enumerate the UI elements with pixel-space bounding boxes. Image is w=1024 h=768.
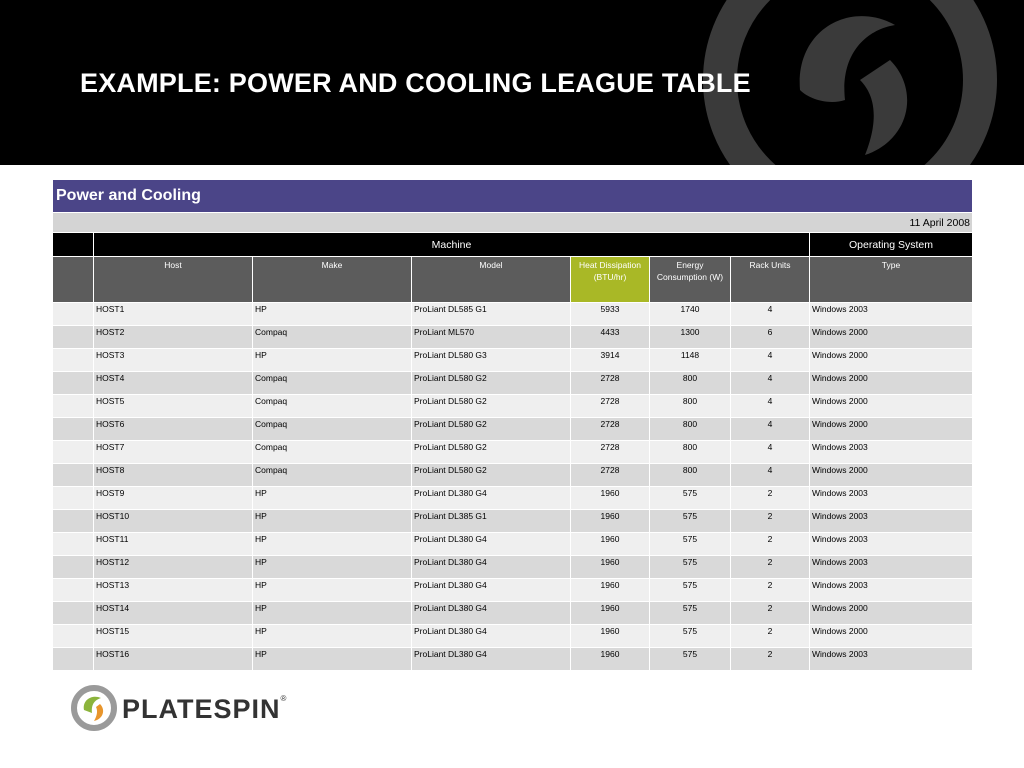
row-blank-cell — [53, 579, 94, 602]
cell-host: HOST5 — [94, 395, 253, 418]
cell-energy: 800 — [650, 441, 731, 464]
cell-model: ProLiant DL585 G1 — [412, 303, 571, 326]
table-row — [53, 648, 973, 671]
cell-type: Windows 2003 — [810, 303, 973, 326]
table-row — [53, 349, 973, 372]
row-blank-cell — [53, 556, 94, 579]
cell-energy: 575 — [650, 533, 731, 556]
row-blank-cell — [53, 372, 94, 395]
table-row — [53, 579, 973, 602]
table-row — [53, 303, 973, 326]
column-header-model: Model — [412, 257, 571, 303]
cell-rack: 4 — [731, 349, 810, 372]
cell-rack: 4 — [731, 441, 810, 464]
cell-heat: 1960 — [571, 556, 650, 579]
cell-make: HP — [253, 648, 412, 671]
cell-rack: 4 — [731, 464, 810, 487]
table-title-row — [53, 180, 973, 213]
cell-rack: 2 — [731, 579, 810, 602]
cell-energy: 800 — [650, 418, 731, 441]
cell-rack: 2 — [731, 510, 810, 533]
cell-model: ProLiant DL380 G4 — [412, 487, 571, 510]
cell-heat: 4433 — [571, 326, 650, 349]
cell-rack: 2 — [731, 648, 810, 671]
column-header-rack: Rack Units — [731, 257, 810, 303]
cell-rack: 2 — [731, 487, 810, 510]
cell-rack: 4 — [731, 372, 810, 395]
cell-model: ProLiant DL580 G2 — [412, 372, 571, 395]
cell-host: HOST1 — [94, 303, 253, 326]
table-row — [53, 487, 973, 510]
cell-heat: 1960 — [571, 648, 650, 671]
cell-host: HOST2 — [94, 326, 253, 349]
column-header-row — [53, 257, 973, 303]
column-header-blank — [53, 257, 94, 303]
cell-rack: 2 — [731, 625, 810, 648]
cell-make: Compaq — [253, 326, 412, 349]
row-blank-cell — [53, 395, 94, 418]
group-header-row — [53, 233, 973, 257]
row-blank-cell — [53, 510, 94, 533]
logo-wordmark: PLATESPIN — [122, 694, 281, 724]
cell-model: ProLiant DL380 G4 — [412, 556, 571, 579]
cell-type: Windows 2000 — [810, 602, 973, 625]
cell-make: HP — [253, 510, 412, 533]
cell-rack: 2 — [731, 556, 810, 579]
table-row — [53, 510, 973, 533]
cell-type: Windows 2003 — [810, 579, 973, 602]
table-title: Power and Cooling — [53, 180, 973, 213]
cell-heat: 3914 — [571, 349, 650, 372]
cell-model: ProLiant DL380 G4 — [412, 579, 571, 602]
cell-energy: 575 — [650, 487, 731, 510]
cell-type: Windows 2003 — [810, 441, 973, 464]
cell-heat: 1960 — [571, 579, 650, 602]
cell-host: HOST15 — [94, 625, 253, 648]
cell-host: HOST12 — [94, 556, 253, 579]
cell-host: HOST10 — [94, 510, 253, 533]
table-row — [53, 625, 973, 648]
cell-energy: 575 — [650, 602, 731, 625]
cell-energy: 575 — [650, 579, 731, 602]
cell-type: Windows 2003 — [810, 648, 973, 671]
platespin-logo-text — [122, 694, 287, 725]
cell-make: HP — [253, 579, 412, 602]
cell-type: Windows 2000 — [810, 349, 973, 372]
cell-type: Windows 2000 — [810, 395, 973, 418]
cell-heat: 1960 — [571, 510, 650, 533]
table-row — [53, 372, 973, 395]
table-row — [53, 602, 973, 625]
cell-model: ProLiant DL580 G2 — [412, 395, 571, 418]
cell-type: Windows 2003 — [810, 510, 973, 533]
cell-model: ProLiant DL385 G1 — [412, 510, 571, 533]
table-row — [53, 464, 973, 487]
cell-make: Compaq — [253, 418, 412, 441]
row-blank-cell — [53, 487, 94, 510]
cell-host: HOST8 — [94, 464, 253, 487]
cell-model: ProLiant DL580 G2 — [412, 441, 571, 464]
cell-host: HOST6 — [94, 418, 253, 441]
group-header-os: Operating System — [810, 233, 973, 257]
cell-energy: 800 — [650, 464, 731, 487]
league-table-container — [52, 179, 972, 671]
column-header-type: Type — [810, 257, 973, 303]
cell-heat: 1960 — [571, 533, 650, 556]
cell-type: Windows 2000 — [810, 372, 973, 395]
logo-registered-mark: ® — [280, 694, 288, 703]
cell-host: HOST3 — [94, 349, 253, 372]
cell-rack: 4 — [731, 395, 810, 418]
cell-heat: 2728 — [571, 372, 650, 395]
cell-type: Windows 2003 — [810, 487, 973, 510]
cell-energy: 800 — [650, 372, 731, 395]
cell-model: ProLiant DL580 G3 — [412, 349, 571, 372]
cell-heat: 2728 — [571, 441, 650, 464]
group-header-blank — [53, 233, 94, 257]
cell-make: Compaq — [253, 464, 412, 487]
cell-energy: 1300 — [650, 326, 731, 349]
cell-host: HOST7 — [94, 441, 253, 464]
cell-model: ProLiant DL380 G4 — [412, 648, 571, 671]
table-row — [53, 418, 973, 441]
cell-rack: 2 — [731, 602, 810, 625]
cell-make: HP — [253, 349, 412, 372]
row-blank-cell — [53, 418, 94, 441]
cell-model: ProLiant DL580 G2 — [412, 418, 571, 441]
cell-type: Windows 2003 — [810, 533, 973, 556]
column-header-energy: Energy Consumption (W) — [650, 257, 731, 303]
cell-rack: 4 — [731, 303, 810, 326]
table-row — [53, 395, 973, 418]
cell-host: HOST4 — [94, 372, 253, 395]
cell-type: Windows 2000 — [810, 625, 973, 648]
cell-model: ProLiant DL380 G4 — [412, 625, 571, 648]
row-blank-cell — [53, 625, 94, 648]
row-blank-cell — [53, 441, 94, 464]
cell-heat: 2728 — [571, 464, 650, 487]
cell-energy: 575 — [650, 648, 731, 671]
cell-model: ProLiant DL380 G4 — [412, 533, 571, 556]
row-blank-cell — [53, 326, 94, 349]
row-blank-cell — [53, 602, 94, 625]
cell-host: HOST9 — [94, 487, 253, 510]
cell-rack: 4 — [731, 418, 810, 441]
cell-type: Windows 2000 — [810, 464, 973, 487]
cell-energy: 575 — [650, 510, 731, 533]
column-header-host: Host — [94, 257, 253, 303]
cell-rack: 6 — [731, 326, 810, 349]
cell-energy: 1740 — [650, 303, 731, 326]
cell-make: HP — [253, 602, 412, 625]
cell-type: Windows 2003 — [810, 556, 973, 579]
table-date: 11 April 2008 — [53, 213, 973, 233]
cell-host: HOST14 — [94, 602, 253, 625]
column-header-make: Make — [253, 257, 412, 303]
row-blank-cell — [53, 648, 94, 671]
cell-host: HOST11 — [94, 533, 253, 556]
group-header-machine: Machine — [94, 233, 810, 257]
cell-make: HP — [253, 303, 412, 326]
cell-make: HP — [253, 625, 412, 648]
table-row — [53, 326, 973, 349]
cell-make: HP — [253, 556, 412, 579]
cell-make: HP — [253, 533, 412, 556]
cell-model: ProLiant ML570 — [412, 326, 571, 349]
cell-make: Compaq — [253, 372, 412, 395]
slide-title: EXAMPLE: POWER AND COOLING LEAGUE TABLE — [80, 68, 751, 98]
row-blank-cell — [53, 533, 94, 556]
cell-make: Compaq — [253, 395, 412, 418]
league-table — [52, 179, 973, 671]
cell-model: ProLiant DL380 G4 — [412, 602, 571, 625]
cell-heat: 2728 — [571, 418, 650, 441]
column-header-heat: Heat Dissipation (BTU/hr) — [571, 257, 650, 303]
slide-header — [0, 0, 1024, 165]
cell-heat: 2728 — [571, 395, 650, 418]
table-row — [53, 533, 973, 556]
cell-energy: 800 — [650, 395, 731, 418]
cell-heat: 1960 — [571, 625, 650, 648]
cell-host: HOST16 — [94, 648, 253, 671]
cell-energy: 575 — [650, 556, 731, 579]
cell-make: HP — [253, 487, 412, 510]
cell-host: HOST13 — [94, 579, 253, 602]
cell-energy: 1148 — [650, 349, 731, 372]
cell-energy: 575 — [650, 625, 731, 648]
cell-heat: 5933 — [571, 303, 650, 326]
cell-heat: 1960 — [571, 487, 650, 510]
platespin-logo-icon — [70, 684, 118, 732]
row-blank-cell — [53, 303, 94, 326]
cell-model: ProLiant DL580 G2 — [412, 464, 571, 487]
cell-rack: 2 — [731, 533, 810, 556]
row-blank-cell — [53, 464, 94, 487]
table-date-row — [53, 213, 973, 233]
table-row — [53, 556, 973, 579]
cell-heat: 1960 — [571, 602, 650, 625]
table-row — [53, 441, 973, 464]
cell-make: Compaq — [253, 441, 412, 464]
cell-type: Windows 2000 — [810, 326, 973, 349]
row-blank-cell — [53, 349, 94, 372]
cell-type: Windows 2000 — [810, 418, 973, 441]
